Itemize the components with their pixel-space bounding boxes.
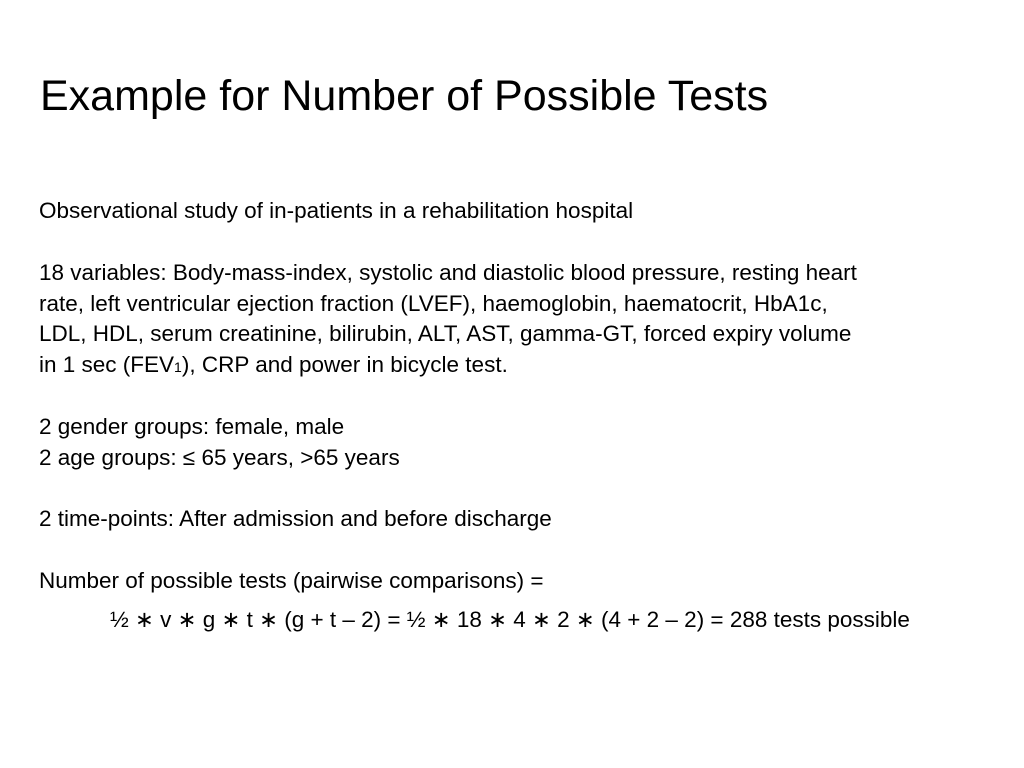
variables-line-3: LDL, HDL, serum creatinine, bilirubin, ALT, AST, gamma-GT, forced expiry volume bbox=[39, 321, 852, 347]
gender-groups-line: 2 gender groups: female, male bbox=[39, 414, 345, 439]
study-line: Observational study of in-patients in a rehabilitation hospital bbox=[39, 198, 634, 223]
study-description bbox=[39, 196, 999, 227]
variables-line-2: rate, left ventricular ejection fraction (LVEF), haemoglobin, haematocrit, HbA1c, bbox=[39, 290, 828, 316]
age-groups-line: 2 age groups: ≤ 65 years, >65 years bbox=[39, 444, 400, 470]
variables-line-1: 18 variables: Body-mass-index, systolic and diastolic blood pressure, resting heart bbox=[39, 260, 857, 285]
tests-intro-line: Number of possible tests (pairwise comparisons) = bbox=[39, 568, 544, 593]
variables-line-4-end: ), CRP and power in bicycle test. bbox=[181, 352, 508, 378]
groups-paragraph bbox=[39, 412, 999, 473]
variables-line-4-start: in 1 sec (FEV bbox=[39, 352, 175, 378]
fev-subscript: 1 bbox=[174, 359, 182, 376]
variables-line-4 bbox=[39, 350, 999, 381]
tests-formula: ½ ∗ v ∗ g ∗ t ∗ (g + t – 2) = ½ ∗ 18 ∗ 4 ∗ 2 ∗ (4 + 2 – 2) = 288 tests possible bbox=[110, 607, 910, 632]
variables-paragraph bbox=[39, 258, 999, 381]
time-points-paragraph bbox=[39, 504, 999, 535]
time-points-line: 2 time-points: After admission and before discharge bbox=[39, 506, 552, 531]
tests-intro-paragraph bbox=[39, 566, 999, 597]
slide-title: Example for Number of Possible Tests bbox=[40, 72, 769, 120]
